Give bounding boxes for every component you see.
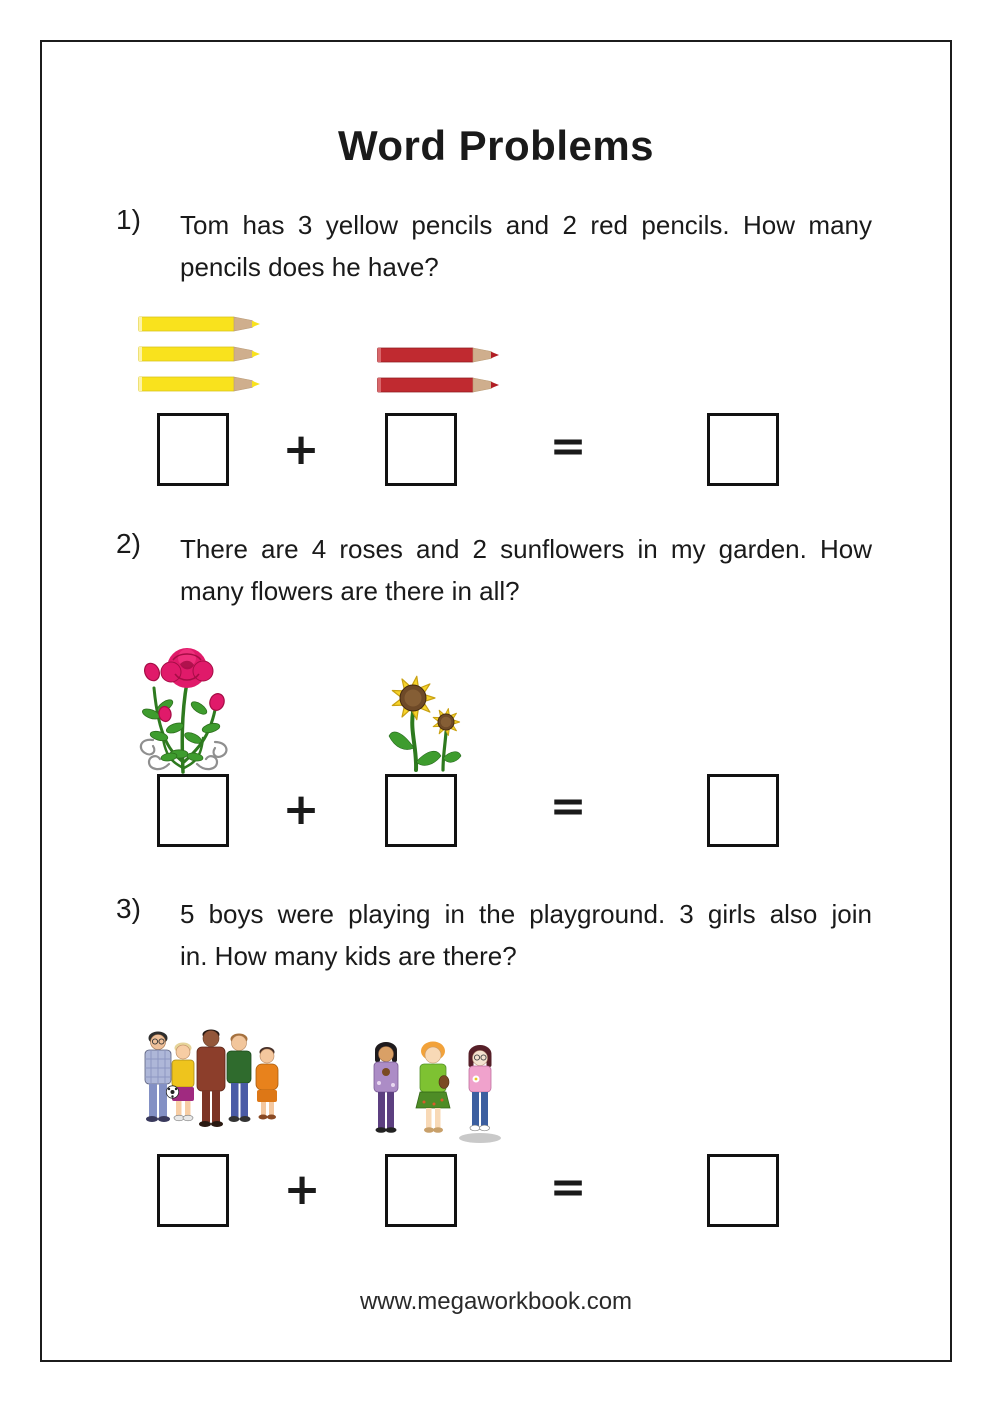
problem-3-line-2: in. How many kids are there? [180, 941, 517, 971]
problem-1-line-1: Tom has 3 yellow pencils and 2 red pencils. How many [180, 210, 872, 240]
answer-box-p3-addend2[interactable] [385, 1154, 457, 1227]
equals-sign-p3: = [549, 1162, 587, 1213]
problem-2-line-1: There are 4 roses and 2 sunflowers in my garden. How [180, 534, 872, 564]
plus-sign-p2: + [282, 784, 320, 835]
problem-2-number: 2) [116, 528, 141, 559]
answer-box-p2-addend1[interactable] [157, 774, 229, 847]
yellow-pencils-icon [138, 316, 262, 396]
answer-box-p1-addend1[interactable] [157, 413, 229, 486]
website-url: www.megaworkbook.com [359, 1288, 633, 1315]
problem-1-text [180, 204, 872, 288]
problem-3-number: 3) [116, 893, 141, 924]
boys-group-icon [136, 1026, 286, 1138]
rose-bush-icon [135, 644, 235, 774]
girls-group-icon [358, 1038, 508, 1146]
plus-sign-p1: + [282, 424, 320, 475]
answer-box-p3-sum[interactable] [707, 1154, 779, 1227]
answer-box-p1-sum[interactable] [707, 413, 779, 486]
answer-box-p3-addend1[interactable] [157, 1154, 229, 1227]
problem-3-text [180, 893, 872, 977]
red-pencils-icon [377, 347, 501, 397]
sunflowers-icon [383, 662, 463, 776]
equals-sign-p1: = [549, 421, 587, 472]
problem-2-line-2: many flowers are there in all? [180, 576, 520, 606]
answer-box-p2-sum[interactable] [707, 774, 779, 847]
problem-2-text [180, 528, 872, 612]
problem-1-number: 1) [116, 204, 141, 235]
equals-sign-p2: = [549, 781, 587, 832]
answer-box-p2-addend2[interactable] [385, 774, 457, 847]
answer-box-p1-addend2[interactable] [385, 413, 457, 486]
page-title: Word Problems [337, 122, 655, 169]
problem-3-line-1: 5 boys were playing in the playground. 3 girls also join [180, 899, 872, 929]
plus-sign-p3: + [283, 1164, 321, 1215]
problem-1-line-2: pencils does he have? [180, 252, 439, 282]
